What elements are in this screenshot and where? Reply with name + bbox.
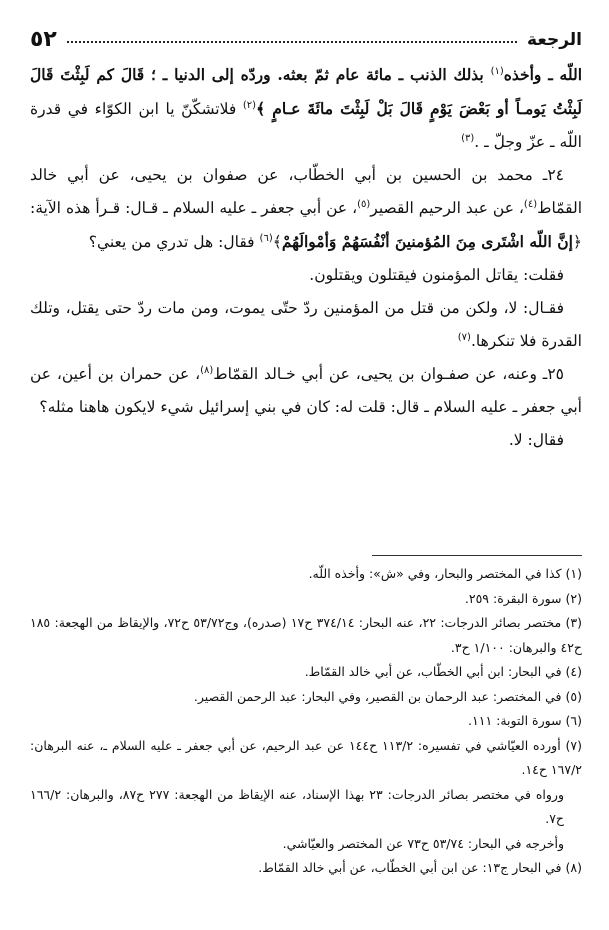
paragraph-2-text-b: ، عن عبد الرحيم القصير [370,199,524,217]
footnote-2: (٢) سورة البقرة: ٢٥٩. [464,590,582,606]
paragraph-6: فقال: لا. [508,431,564,449]
book-page [30,0,582,930]
footnotes-section [30,562,582,881]
paragraph-1 [30,58,582,159]
footnote-ref-3: (٣) [461,132,475,144]
page-number: ٥٢ [30,27,57,52]
paragraph-2-text-a: ٢٤ـ محمد بن الحسين بن أبي الخطّاب، عن صفوان بن يحيى، عن أبي خالد القمّاط [30,166,582,217]
footnote-5: (٥) في المختصر: عبد الرحمان بن القصير، وفي البحار: عبد الرحمن القصير. [193,688,582,704]
footnote-ref-6: (٦) [259,232,273,244]
quran-verse-2: إنَّ اللّه اشْتَرى مِنَ المُؤمنينَ أنْفُسَهُمْ وَأمْوالَهُمْ [281,232,573,251]
footnote-divider [372,555,582,556]
paragraph-4-text-a: فقـال: لا، ولكن من قتل من المؤمنين ردّ حتّى يموت، ومن مات ردّ حتى يقتل، وتلك القدرة فلا تنكرها. [30,299,582,350]
paragraph-1-text-a: اللّه ـ وأخذه [503,65,583,84]
footnote-ref-4: (٤) [523,198,538,210]
paragraph-2-text-e: فقال: هل تدري من يعني؟ [88,233,260,251]
footnote-8: (٨) في البحار ج١٣: عن ابن أبي الخطّاب، عن أبي خالد القمّاط. [258,860,582,875]
running-title: الرجعة [527,30,582,50]
footnote-7-continued-a: ورواه في مختصر بصائر الدرجات: ٢٣ بهذا الإسناد، عنه الإيقاظ من الهجعة: ٢٧٧ ح٨٧، والبرهان: ١٦٦/٢ ح٧. [30,786,564,826]
footnote-ref-8: (٨) [200,364,214,376]
paragraph-1-text-b: بذلك الذنب ـ مائة عام ثمّ بعثه. وردّه إلى الدنيا ـ ؛ [144,65,491,84]
paragraph-2-text-d: ﴾ [272,233,282,251]
footnote-1: (١) كذا في المختصر والبحار، وفي «ش»: وأخذه اللّه. [308,566,582,581]
footnote-7-continued-b: وأخرجه في البحار: ٥٣/٧٤ ح٧٣ عن المختصر والعيّاشي. [282,835,564,851]
footnote-7: (٧) أورده العيّاشي في تفسيره: ١١٣/٢ ح١٤٤ عن عبد الرحيم، عن أبي جعفر ـ عليه السلام ـ، عنه البرهان: ١٦٧/٢ ح١٤. [30,737,583,777]
header-dotted-rule [67,40,517,43]
footnote-ref-5: (٥) [357,198,371,210]
paragraph-1-text-d: فلاتشكّنّ يا ابن الكوّاء في قدرة اللّه ـ عزّ وجلّ ـ . [30,100,582,151]
footnote-ref-1: (١) [490,65,504,77]
paragraph-2-text-c: ، عن أبي جعفر ـ عليه السلام ـ قـال: قـرأ هذه الآية: ﴿ [30,199,582,251]
quran-verse-1: قَالَ كم لَبِثْتَ قَالَ لَبِثْتُ يَومـاً أو بَعْضَ يَوْمٍ قَالَ بَلْ لَبِثْتَ مائَةَ عـامٍ [30,65,582,118]
footnote-4: (٤) في البحار: ابن أبي الخطّاب، عن أبي خالد القمّاط. [304,664,582,679]
footnote-3: (٣) مختصر بصائر الدرجات: ٢٢، عنه البحار: ٣٧٤/١٤ ح١٧ (صدره)، وج٥٣/٧٢ ح٧٢، والإيقاظ من الهجعة: ١٨٥ ح٤٢ والبرهان: ١/١٠٠ ح٣. [30,615,582,655]
paragraph-3: فقلت: يقاتل المؤمنون فيقتلون ويقتلون. [309,266,564,284]
footnote-6: (٦) سورة التوبة: ١١١. [468,713,582,728]
paragraph-1-text-c: ﴾ [256,99,273,118]
footnote-ref-7: (٧) [457,331,471,343]
paragraph-2 [30,159,582,259]
paragraph-5-text-a: ٢٥ـ وعنه، عن صفـوان بن يحيى، عن أبي خـالد القمّاط [213,365,564,383]
main-text [30,58,582,457]
paragraph-5-text-b: ، عن حمران بن أعين، عن أبي جعفر ـ عليه السلام ـ قال: قلت له: كان في بني إسرائيل شيء لايكون هاهنا مثله؟ [30,365,582,416]
paragraph-4 [30,292,582,358]
paragraph-5 [30,358,582,424]
footnote-ref-2: (٢) [242,99,257,111]
page-header [30,18,582,52]
